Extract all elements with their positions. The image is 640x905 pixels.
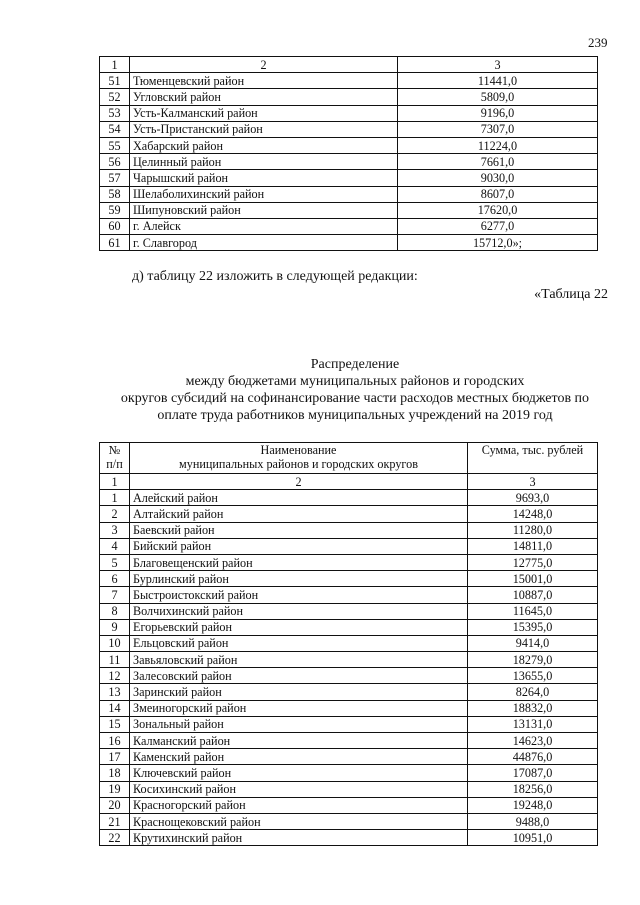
row-name: Красногорский район	[130, 797, 468, 813]
row-number: 53	[100, 105, 130, 121]
row-number: 56	[100, 154, 130, 170]
row-number: 17	[100, 749, 130, 765]
row-number: 5	[100, 554, 130, 570]
table-row	[100, 716, 598, 732]
row-number: 18	[100, 765, 130, 781]
row-name: Крутихинский район	[130, 830, 468, 846]
row-sum: 44876,0	[468, 749, 598, 765]
row-number: 8	[100, 603, 130, 619]
title-line: Распределение	[310, 357, 400, 372]
table-row	[100, 587, 598, 603]
row-name: Ключевский район	[130, 765, 468, 781]
table-label: «Таблица 22	[534, 287, 608, 302]
column-number-row	[100, 57, 598, 73]
row-sum: 14811,0	[468, 538, 598, 554]
row-sum: 10951,0	[468, 830, 598, 846]
table-row	[100, 684, 598, 700]
row-sum: 14623,0	[468, 733, 598, 749]
row-name: Калманский район	[130, 733, 468, 749]
row-sum: 17620,0	[398, 202, 598, 218]
row-number: 58	[100, 186, 130, 202]
column-number: 1	[100, 474, 130, 490]
row-name: г. Славгород	[130, 235, 398, 251]
row-name: Краснощековский район	[130, 813, 468, 829]
row-name: Бурлинский район	[130, 571, 468, 587]
table-row	[100, 668, 598, 684]
row-name: Шелаболихинский район	[130, 186, 398, 202]
table-row	[100, 154, 598, 170]
row-number: 4	[100, 538, 130, 554]
header-num-line: №	[108, 443, 121, 457]
row-number: 12	[100, 668, 130, 684]
column-number: 3	[398, 57, 598, 73]
table-header-row	[100, 443, 598, 474]
row-number: 59	[100, 202, 130, 218]
row-sum: 9196,0	[398, 105, 598, 121]
table-row	[100, 170, 598, 186]
row-sum: 19248,0	[468, 797, 598, 813]
header-name-line: Наименование	[260, 443, 337, 457]
table-row	[100, 830, 598, 846]
row-sum: 15712,0»;	[398, 235, 598, 251]
column-number: 2	[130, 474, 468, 490]
row-sum: 7307,0	[398, 121, 598, 137]
table-row	[100, 137, 598, 153]
row-name: Угловский район	[130, 89, 398, 105]
header-num-line: п/п	[106, 457, 123, 471]
row-number: 10	[100, 635, 130, 651]
row-number: 2	[100, 506, 130, 522]
page-number: 239	[588, 35, 608, 50]
row-sum: 9030,0	[398, 170, 598, 186]
subsidy-distribution-table	[99, 442, 598, 846]
table-row	[100, 733, 598, 749]
title-line: оплате труда работников муниципальных учреждений на 2019 год	[157, 408, 553, 423]
row-name: Зональный район	[130, 716, 468, 732]
column-number: 2	[130, 57, 398, 73]
row-name: Усть-Калманский район	[130, 105, 398, 121]
table-row	[100, 571, 598, 587]
row-sum: 10887,0	[468, 587, 598, 603]
table-title	[80, 356, 630, 424]
table-row	[100, 202, 598, 218]
title-line: округов субсидий на софинансирование части расходов местных бюджетов по	[120, 391, 590, 406]
table-row	[100, 765, 598, 781]
row-sum: 18832,0	[468, 700, 598, 716]
table-row	[100, 554, 598, 570]
row-sum: 5809,0	[398, 89, 598, 105]
row-name: Алейский район	[130, 490, 468, 506]
row-sum: 6277,0	[398, 218, 598, 234]
table-row	[100, 121, 598, 137]
row-number: 51	[100, 73, 130, 89]
table-row	[100, 749, 598, 765]
row-number: 9	[100, 619, 130, 635]
title-line: между бюджетами муниципальных районов и городских	[185, 374, 525, 389]
table-row	[100, 89, 598, 105]
table-row	[100, 235, 598, 251]
table-row	[100, 603, 598, 619]
row-number: 11	[100, 652, 130, 668]
row-sum: 8264,0	[468, 684, 598, 700]
row-name: Тюменцевский район	[130, 73, 398, 89]
row-number: 14	[100, 700, 130, 716]
row-sum: 9488,0	[468, 813, 598, 829]
row-number: 57	[100, 170, 130, 186]
row-number: 7	[100, 587, 130, 603]
table-row	[100, 218, 598, 234]
row-sum: 7661,0	[398, 154, 598, 170]
row-name: Чарышский район	[130, 170, 398, 186]
row-sum: 8607,0	[398, 186, 598, 202]
column-number-row	[100, 474, 598, 490]
row-name: Быстроистокский район	[130, 587, 468, 603]
table-row	[100, 506, 598, 522]
row-name: Залесовский район	[130, 668, 468, 684]
row-sum: 13655,0	[468, 668, 598, 684]
row-number: 22	[100, 830, 130, 846]
row-sum: 15001,0	[468, 571, 598, 587]
table-row	[100, 635, 598, 651]
row-number: 1	[100, 490, 130, 506]
row-name: Каменский район	[130, 749, 468, 765]
table-continuation	[99, 56, 598, 251]
header-num	[100, 443, 130, 474]
row-name: Волчихинский район	[130, 603, 468, 619]
row-sum: 15395,0	[468, 619, 598, 635]
table-row	[100, 186, 598, 202]
table-row	[100, 652, 598, 668]
row-number: 20	[100, 797, 130, 813]
row-number: 6	[100, 571, 130, 587]
row-sum: 9693,0	[468, 490, 598, 506]
row-sum: 17087,0	[468, 765, 598, 781]
table-row	[100, 797, 598, 813]
column-number: 1	[100, 57, 130, 73]
header-name	[130, 443, 468, 474]
table-row	[100, 538, 598, 554]
row-name: Баевский район	[130, 522, 468, 538]
row-name: г. Алейск	[130, 218, 398, 234]
row-sum: 11280,0	[468, 522, 598, 538]
row-number: 19	[100, 781, 130, 797]
row-name: Косихинский район	[130, 781, 468, 797]
header-name-line: муниципальных районов и городских округов	[179, 457, 418, 471]
row-number: 21	[100, 813, 130, 829]
amendment-text: д) таблицу 22 изложить в следующей редакции:	[132, 269, 418, 284]
row-sum: 11441,0	[398, 73, 598, 89]
row-sum: 11224,0	[398, 137, 598, 153]
table-row	[100, 490, 598, 506]
row-number: 16	[100, 733, 130, 749]
row-name: Алтайский район	[130, 506, 468, 522]
row-number: 13	[100, 684, 130, 700]
row-name: Егорьевский район	[130, 619, 468, 635]
row-name: Змеиногорский район	[130, 700, 468, 716]
table-row	[100, 781, 598, 797]
row-sum: 13131,0	[468, 716, 598, 732]
row-number: 61	[100, 235, 130, 251]
row-name: Завьяловский район	[130, 652, 468, 668]
row-sum: 14248,0	[468, 506, 598, 522]
row-sum: 9414,0	[468, 635, 598, 651]
table-row	[100, 522, 598, 538]
row-number: 54	[100, 121, 130, 137]
row-sum: 11645,0	[468, 603, 598, 619]
row-name: Ельцовский район	[130, 635, 468, 651]
row-name: Усть-Пристанский район	[130, 121, 398, 137]
table-row	[100, 73, 598, 89]
table-row	[100, 700, 598, 716]
column-number: 3	[468, 474, 598, 490]
row-number: 52	[100, 89, 130, 105]
row-name: Хабарский район	[130, 137, 398, 153]
row-name: Шипуновский район	[130, 202, 398, 218]
row-number: 3	[100, 522, 130, 538]
header-sum: Сумма, тыс. рублей	[468, 443, 598, 474]
row-number: 55	[100, 137, 130, 153]
row-number: 15	[100, 716, 130, 732]
table-row	[100, 105, 598, 121]
row-name: Благовещенский район	[130, 554, 468, 570]
table-row	[100, 619, 598, 635]
row-sum: 18279,0	[468, 652, 598, 668]
row-number: 60	[100, 218, 130, 234]
row-name: Заринский район	[130, 684, 468, 700]
table-row	[100, 813, 598, 829]
row-sum: 18256,0	[468, 781, 598, 797]
row-sum: 12775,0	[468, 554, 598, 570]
row-name: Целинный район	[130, 154, 398, 170]
row-name: Бийский район	[130, 538, 468, 554]
